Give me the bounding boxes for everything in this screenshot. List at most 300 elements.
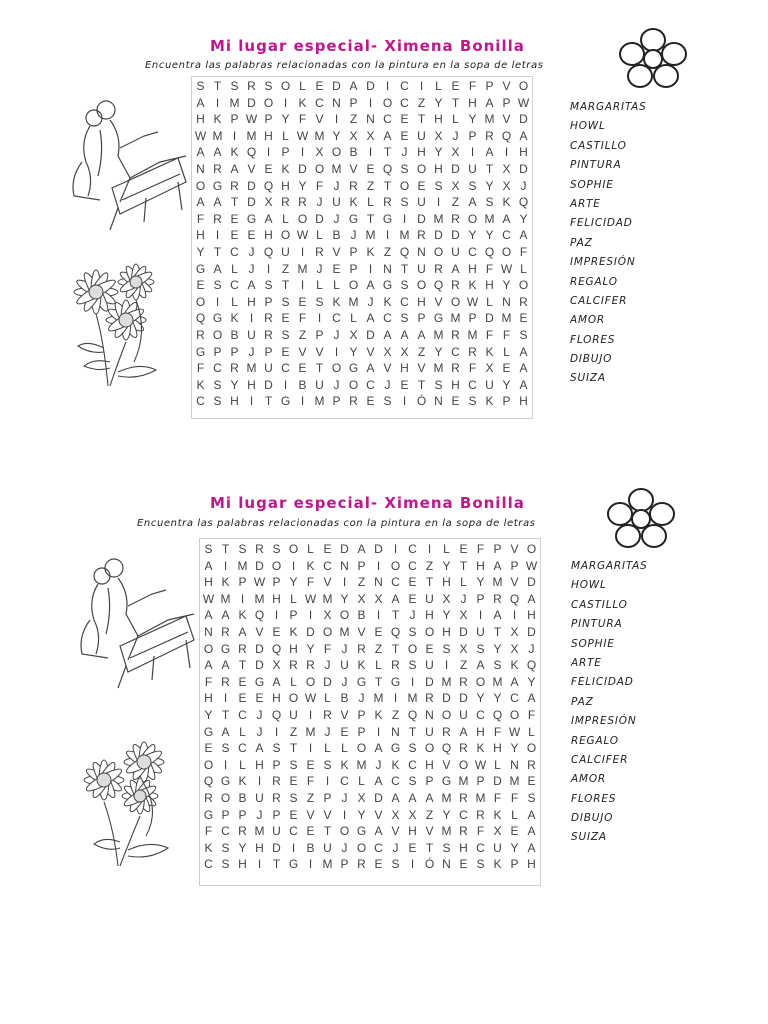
grid-letter[interactable]: M (322, 591, 333, 606)
grid-letter[interactable]: Z (417, 344, 426, 359)
grid-letter[interactable]: X (510, 641, 519, 656)
grid-letter[interactable]: W (304, 691, 317, 706)
grid-letter[interactable]: P (230, 112, 239, 127)
grid-letter[interactable]: U (264, 361, 273, 376)
grid-letter[interactable]: Ó (416, 394, 427, 409)
grid-letter[interactable]: Y (332, 128, 341, 143)
grid-letter[interactable]: M (433, 327, 444, 342)
grid-letter[interactable]: L (324, 741, 331, 756)
grid-letter[interactable]: C (213, 361, 222, 376)
grid-letter[interactable]: R (272, 774, 281, 789)
grid-letter[interactable]: E (459, 857, 468, 872)
grid-letter[interactable]: Q (271, 707, 282, 722)
grid-letter[interactable]: I (266, 145, 271, 160)
grid-letter[interactable]: L (299, 79, 306, 93)
grid-letter[interactable]: R (434, 261, 443, 276)
grid-letter[interactable]: C (340, 774, 349, 789)
grid-letter[interactable]: F (468, 79, 477, 93)
grid-letter[interactable]: V (383, 361, 392, 376)
grid-letter[interactable]: C (400, 95, 409, 110)
grid-letter[interactable]: K (298, 95, 307, 110)
grid-letter[interactable]: A (417, 327, 426, 342)
grid-letter[interactable]: A (451, 261, 460, 276)
grid-letter[interactable]: A (264, 211, 273, 226)
grid-letter[interactable]: Y (442, 608, 451, 623)
grid-letter[interactable]: R (213, 211, 222, 226)
grid-letter[interactable]: S (434, 178, 443, 193)
grid-letter[interactable]: X (493, 824, 502, 839)
grid-letter[interactable]: S (213, 394, 222, 409)
grid-letter[interactable]: R (272, 790, 281, 805)
grid-letter[interactable]: X (451, 178, 460, 193)
grid-letter[interactable]: W (500, 261, 513, 276)
grid-letter[interactable]: R (247, 79, 256, 93)
grid-letter[interactable]: C (289, 824, 298, 839)
grid-letter[interactable]: O (263, 95, 274, 110)
grid-letter[interactable]: Y (306, 641, 315, 656)
grid-letter[interactable]: P (238, 807, 247, 822)
grid-letter[interactable]: I (368, 261, 373, 276)
grid-letter[interactable]: O (526, 542, 537, 556)
grid-letter[interactable]: R (493, 591, 502, 606)
grid-letter[interactable]: S (281, 327, 290, 342)
grid-letter[interactable]: O (450, 294, 461, 309)
grid-letter[interactable]: P (357, 707, 366, 722)
grid-letter[interactable]: K (493, 857, 502, 872)
grid-letter[interactable]: C (391, 575, 400, 590)
grid-letter[interactable]: F (204, 674, 213, 689)
grid-letter[interactable]: J (316, 261, 323, 276)
grid-letter[interactable]: E (408, 591, 417, 606)
grid-letter[interactable]: O (280, 228, 291, 243)
grid-letter[interactable]: U (451, 244, 460, 259)
grid-letter[interactable]: J (333, 178, 340, 193)
grid-letter[interactable]: I (257, 774, 262, 789)
grid-letter[interactable]: F (476, 824, 485, 839)
grid-letter[interactable]: X (442, 591, 451, 606)
grid-letter[interactable]: S (400, 195, 409, 210)
grid-letter[interactable]: I (283, 95, 288, 110)
grid-letter[interactable]: K (383, 294, 392, 309)
grid-letter[interactable]: D (332, 79, 341, 93)
grid-letter[interactable]: L (367, 195, 374, 210)
grid-letter[interactable]: S (476, 641, 485, 656)
grid-letter[interactable]: J (333, 327, 340, 342)
grid-letter[interactable]: Z (374, 641, 383, 656)
grid-letter[interactable]: E (425, 641, 434, 656)
grid-letter[interactable]: C (468, 244, 477, 259)
grid-letter[interactable]: H (459, 840, 468, 855)
grid-letter[interactable]: V (349, 161, 358, 176)
grid-letter[interactable]: A (272, 674, 281, 689)
grid-letter[interactable]: Y (485, 178, 494, 193)
grid-letter[interactable]: U (417, 128, 426, 143)
grid-letter[interactable]: J (341, 840, 348, 855)
grid-letter[interactable]: J (248, 261, 255, 276)
grid-letter[interactable]: S (323, 757, 332, 772)
grid-letter[interactable]: X (357, 790, 366, 805)
grid-letter[interactable]: M (331, 161, 342, 176)
grid-letter[interactable]: Z (417, 95, 426, 110)
grid-letter[interactable]: Y (196, 244, 205, 259)
grid-letter[interactable]: T (425, 840, 434, 855)
grid-letter[interactable]: D (255, 558, 264, 573)
grid-letter[interactable]: L (375, 658, 382, 673)
grid-letter[interactable]: P (417, 311, 426, 326)
grid-letter[interactable]: E (451, 394, 460, 409)
grid-letter[interactable]: H (519, 145, 528, 160)
grid-letter[interactable]: X (349, 128, 358, 143)
grid-letter[interactable]: A (527, 691, 536, 706)
grid-letter[interactable]: D (306, 624, 315, 639)
grid-letter[interactable]: A (204, 658, 213, 673)
grid-letter[interactable]: K (204, 840, 213, 855)
grid-letter[interactable]: V (502, 79, 511, 93)
grid-letter[interactable]: H (451, 377, 460, 392)
grid-letter[interactable]: K (221, 575, 230, 590)
grid-letter[interactable]: O (382, 95, 393, 110)
grid-letter[interactable]: V (417, 361, 426, 376)
grid-letter[interactable]: R (459, 741, 468, 756)
grid-letter[interactable]: J (350, 228, 357, 243)
grid-letter[interactable]: S (408, 774, 417, 789)
grid-letter[interactable]: T (383, 145, 392, 160)
grid-letter[interactable]: H (476, 724, 485, 739)
grid-letter[interactable]: E (366, 394, 375, 409)
grid-letter[interactable]: K (332, 294, 341, 309)
grid-letter[interactable]: M (492, 575, 503, 590)
grid-letter[interactable]: L (486, 294, 493, 309)
grid-letter[interactable]: A (519, 344, 528, 359)
grid-letter[interactable]: X (264, 195, 273, 210)
grid-letter[interactable]: B (332, 228, 341, 243)
grid-letter[interactable]: Y (468, 112, 477, 127)
grid-letter[interactable]: R (451, 211, 460, 226)
grid-letter[interactable]: T (323, 824, 332, 839)
grid-letter[interactable]: F (298, 112, 307, 127)
grid-letter[interactable]: H (281, 178, 290, 193)
grid-letter[interactable]: N (383, 261, 392, 276)
grid-letter[interactable]: T (315, 361, 324, 376)
grid-letter[interactable]: D (425, 674, 434, 689)
grid-letter[interactable]: U (425, 591, 434, 606)
grid-letter[interactable]: F (510, 790, 519, 805)
grid-letter[interactable]: A (213, 145, 222, 160)
grid-letter[interactable]: K (391, 757, 400, 772)
grid-letter[interactable]: Y (434, 145, 443, 160)
grid-letter[interactable]: E (230, 211, 239, 226)
grid-letter[interactable]: S (527, 790, 536, 805)
grid-letter[interactable]: R (213, 161, 222, 176)
grid-letter[interactable]: R (255, 542, 264, 556)
grid-letter[interactable]: R (264, 311, 273, 326)
grid-letter[interactable]: S (230, 79, 239, 93)
grid-letter[interactable]: C (468, 377, 477, 392)
grid-letter[interactable]: R (451, 327, 460, 342)
grid-letter[interactable]: K (485, 344, 494, 359)
grid-letter[interactable]: O (297, 211, 308, 226)
grid-letter[interactable]: A (485, 145, 494, 160)
grid-letter[interactable]: T (485, 161, 494, 176)
grid-letter[interactable]: P (357, 724, 366, 739)
grid-letter[interactable]: X (400, 344, 409, 359)
grid-letter[interactable]: J (460, 591, 467, 606)
grid-letter[interactable]: V (357, 624, 366, 639)
grid-letter[interactable]: N (204, 624, 213, 639)
grid-letter[interactable]: M (441, 790, 452, 805)
grid-letter[interactable]: Y (468, 228, 477, 243)
grid-letter[interactable]: P (349, 261, 358, 276)
grid-letter[interactable]: L (282, 211, 289, 226)
grid-letter[interactable]: P (485, 79, 494, 93)
grid-letter[interactable]: N (434, 394, 443, 409)
grid-letter[interactable]: J (401, 145, 408, 160)
grid-letter[interactable]: S (408, 624, 417, 639)
grid-letter[interactable]: O (288, 691, 299, 706)
grid-letter[interactable]: O (467, 211, 478, 226)
grid-letter[interactable]: T (289, 741, 298, 756)
grid-letter[interactable]: I (470, 145, 475, 160)
grid-letter[interactable]: E (519, 311, 528, 326)
grid-letter[interactable]: N (196, 161, 205, 176)
grid-letter[interactable]: J (316, 195, 323, 210)
grid-letter[interactable]: G (390, 741, 401, 756)
grid-letter[interactable]: P (357, 558, 366, 573)
grid-letter[interactable]: G (212, 311, 223, 326)
grid-letter[interactable]: M (339, 624, 350, 639)
grid-letter[interactable]: H (204, 691, 213, 706)
grid-letter[interactable]: Z (425, 807, 434, 822)
grid-letter[interactable]: S (264, 278, 273, 293)
grid-letter[interactable]: M (297, 261, 308, 276)
grid-letter[interactable]: H (264, 228, 273, 243)
grid-letter[interactable]: G (441, 774, 452, 789)
grid-letter[interactable]: A (213, 261, 222, 276)
grid-letter[interactable]: V (315, 344, 324, 359)
grid-letter[interactable]: L (290, 591, 297, 606)
grid-letter[interactable]: N (366, 112, 375, 127)
grid-letter[interactable]: L (503, 344, 510, 359)
grid-letter[interactable]: A (425, 790, 434, 805)
grid-letter[interactable]: T (493, 624, 502, 639)
grid-letter[interactable]: E (400, 112, 409, 127)
grid-letter[interactable]: H (238, 857, 247, 872)
grid-letter[interactable]: P (230, 344, 239, 359)
grid-letter[interactable]: U (468, 161, 477, 176)
grid-letter[interactable]: I (376, 608, 381, 623)
grid-letter[interactable]: M (246, 128, 257, 143)
grid-letter[interactable]: Q (518, 195, 529, 210)
grid-letter[interactable]: E (281, 311, 290, 326)
grid-letter[interactable]: G (433, 311, 444, 326)
grid-letter[interactable]: M (509, 774, 520, 789)
grid-letter[interactable]: Q (263, 178, 274, 193)
grid-letter[interactable]: H (408, 824, 417, 839)
grid-letter[interactable]: D (485, 311, 494, 326)
grid-letter[interactable]: Q (441, 741, 452, 756)
grid-letter[interactable]: I (325, 774, 330, 789)
grid-letter[interactable]: Y (485, 228, 494, 243)
grid-letter[interactable]: I (402, 211, 407, 226)
grid-letter[interactable]: H (527, 608, 536, 623)
grid-letter[interactable]: M (348, 294, 359, 309)
grid-letter[interactable]: L (307, 542, 314, 556)
grid-letter[interactable]: R (357, 857, 366, 872)
grid-letter[interactable]: M (237, 558, 248, 573)
grid-letter[interactable]: C (366, 377, 375, 392)
grid-letter[interactable]: W (296, 228, 309, 243)
grid-letter[interactable]: D (442, 691, 451, 706)
grid-letter[interactable]: F (485, 261, 494, 276)
grid-letter[interactable]: S (221, 840, 230, 855)
grid-letter[interactable]: P (502, 95, 511, 110)
grid-letter[interactable]: B (306, 840, 315, 855)
grid-letter[interactable]: R (315, 244, 324, 259)
grid-letter[interactable]: Q (195, 311, 206, 326)
grid-letter[interactable]: Y (289, 575, 298, 590)
grid-letter[interactable]: R (298, 195, 307, 210)
grid-letter[interactable]: E (502, 361, 511, 376)
grid-letter[interactable]: C (374, 840, 383, 855)
grid-letter[interactable]: S (221, 857, 230, 872)
grid-letter[interactable]: R (425, 691, 434, 706)
grid-letter[interactable]: I (334, 112, 339, 127)
grid-letter[interactable]: X (272, 658, 281, 673)
grid-letter[interactable]: S (289, 757, 298, 772)
grid-letter[interactable]: P (272, 575, 281, 590)
grid-letter[interactable]: D (247, 178, 256, 193)
grid-letter[interactable]: U (255, 790, 264, 805)
grid-letter[interactable]: A (502, 211, 511, 226)
grid-letter[interactable]: E (510, 824, 519, 839)
grid-letter[interactable]: U (459, 707, 468, 722)
grid-letter[interactable]: O (501, 244, 512, 259)
grid-letter[interactable]: P (272, 807, 281, 822)
grid-letter[interactable]: K (289, 624, 298, 639)
grid-letter[interactable]: E (306, 824, 315, 839)
grid-letter[interactable]: I (504, 145, 509, 160)
grid-letter[interactable]: V (323, 807, 332, 822)
grid-letter[interactable]: L (494, 757, 501, 772)
grid-letter[interactable]: U (425, 658, 434, 673)
grid-letter[interactable]: G (390, 674, 401, 689)
grid-letter[interactable]: J (392, 840, 399, 855)
grid-letter[interactable]: H (425, 608, 434, 623)
grid-letter[interactable]: Q (399, 244, 410, 259)
grid-letter[interactable]: A (527, 824, 536, 839)
grid-letter[interactable]: T (391, 641, 400, 656)
grid-letter[interactable]: S (400, 161, 409, 176)
grid-letter[interactable]: Y (434, 95, 443, 110)
grid-letter[interactable]: B (230, 327, 239, 342)
grid-letter[interactable]: Y (238, 840, 247, 855)
grid-letter[interactable]: A (357, 542, 366, 556)
grid-letter[interactable]: M (365, 228, 376, 243)
grid-letter[interactable]: Z (306, 790, 315, 805)
grid-letter[interactable]: A (196, 145, 205, 160)
grid-letter[interactable]: P (425, 774, 434, 789)
grid-letter[interactable]: H (230, 394, 239, 409)
grid-letter[interactable]: A (400, 327, 409, 342)
grid-letter[interactable]: Y (357, 807, 366, 822)
grid-letter[interactable]: A (238, 624, 247, 639)
grid-letter[interactable]: J (367, 294, 374, 309)
grid-letter[interactable]: S (213, 278, 222, 293)
grid-letter[interactable]: N (340, 558, 349, 573)
grid-letter[interactable]: Z (357, 575, 366, 590)
grid-letter[interactable]: N (417, 244, 426, 259)
grid-letter[interactable]: X (502, 161, 511, 176)
grid-letter[interactable]: D (374, 542, 383, 556)
grid-letter[interactable]: O (203, 757, 214, 772)
grid-letter[interactable]: C (476, 707, 485, 722)
grid-letter[interactable]: P (221, 807, 230, 822)
grid-letter[interactable]: Ó (424, 857, 435, 872)
grid-letter[interactable]: I (266, 261, 271, 276)
grid-letter[interactable]: Y (349, 344, 358, 359)
grid-letter[interactable]: H (247, 377, 256, 392)
grid-letter[interactable]: L (231, 261, 238, 276)
grid-letter[interactable]: U (476, 624, 485, 639)
grid-letter[interactable]: X (408, 807, 417, 822)
grid-letter[interactable]: M (212, 128, 223, 143)
grid-letter[interactable]: Q (433, 278, 444, 293)
grid-letter[interactable]: J (341, 790, 348, 805)
grid-letter[interactable]: H (247, 294, 256, 309)
grid-letter[interactable]: D (434, 228, 443, 243)
grid-letter[interactable]: R (264, 327, 273, 342)
grid-letter[interactable]: S (442, 840, 451, 855)
grid-letter[interactable]: F (468, 361, 477, 376)
grid-letter[interactable]: D (374, 790, 383, 805)
grid-letter[interactable]: I (385, 79, 390, 93)
grid-letter[interactable]: T (230, 195, 239, 210)
grid-letter[interactable]: E (255, 691, 264, 706)
grid-letter[interactable]: O (322, 624, 333, 639)
grid-letter[interactable]: M (399, 228, 410, 243)
grid-letter[interactable]: R (230, 361, 239, 376)
grid-letter[interactable]: H (434, 161, 443, 176)
grid-letter[interactable]: Q (492, 707, 503, 722)
grid-letter[interactable]: D (366, 327, 375, 342)
grid-letter[interactable]: L (239, 724, 246, 739)
grid-letter[interactable]: B (298, 377, 307, 392)
grid-letter[interactable]: A (204, 608, 213, 623)
grid-letter[interactable]: R (306, 658, 315, 673)
grid-letter[interactable]: H (264, 128, 273, 143)
grid-letter[interactable]: I (291, 840, 296, 855)
grid-letter[interactable]: X (459, 641, 468, 656)
grid-letter[interactable]: T (281, 278, 290, 293)
grid-letter[interactable]: G (246, 211, 257, 226)
grid-letter[interactable]: W (304, 591, 317, 606)
grid-letter[interactable]: M (484, 112, 495, 127)
grid-letter[interactable]: Y (476, 691, 485, 706)
grid-letter[interactable]: Z (459, 658, 468, 673)
grid-letter[interactable]: R (349, 178, 358, 193)
grid-letter[interactable]: Q (271, 641, 282, 656)
grid-letter[interactable]: O (195, 178, 206, 193)
grid-letter[interactable]: O (518, 278, 529, 293)
grid-letter[interactable]: A (519, 361, 528, 376)
grid-letter[interactable]: C (408, 558, 417, 573)
grid-letter[interactable]: R (289, 658, 298, 673)
grid-letter[interactable]: H (196, 112, 205, 127)
grid-letter[interactable]: I (334, 344, 339, 359)
grid-letter[interactable]: R (196, 327, 205, 342)
grid-letter[interactable]: T (366, 211, 375, 226)
grid-letter[interactable]: O (407, 641, 418, 656)
